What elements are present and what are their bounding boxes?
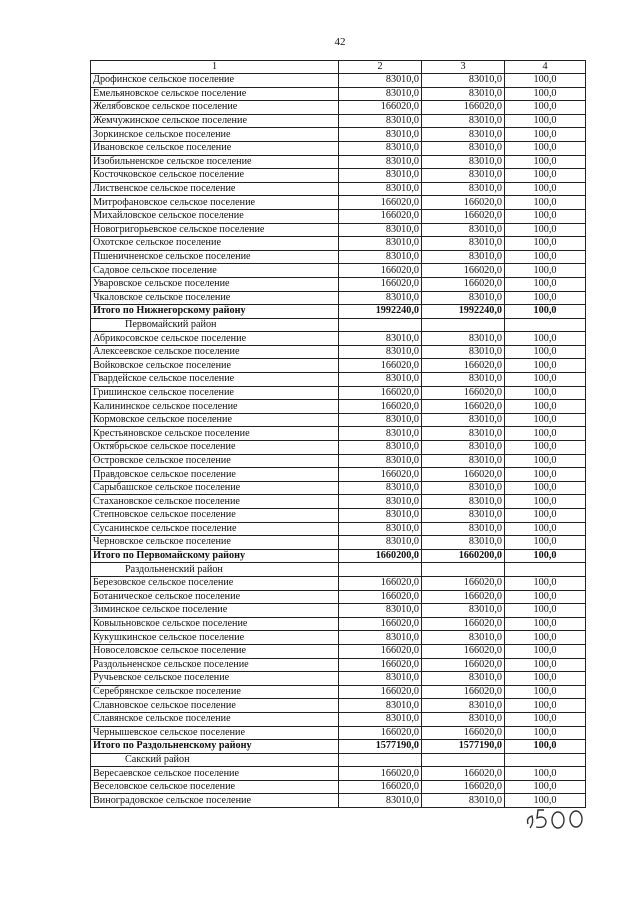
table-row [91, 332, 586, 346]
table-row [91, 767, 586, 781]
settlement-name: Новоселовское сельское поселение [91, 644, 339, 658]
planned-amount: 166020,0 [339, 726, 422, 740]
percent-value: 100,0 [505, 712, 586, 726]
empty-cell [505, 753, 586, 767]
actual-amount: 83010,0 [422, 495, 505, 509]
settlement-name: Правдовское сельское поселение [91, 468, 339, 482]
actual-amount: 83010,0 [422, 169, 505, 183]
planned-amount: 166020,0 [339, 400, 422, 414]
district-name: Сакский район [91, 753, 339, 767]
settlement-name: Желябовское сельское поселение [91, 101, 339, 115]
settlement-name: Ботаническое сельское поселение [91, 590, 339, 604]
planned-amount: 83010,0 [339, 155, 422, 169]
planned-amount: 83010,0 [339, 114, 422, 128]
planned-amount: 83010,0 [339, 169, 422, 183]
percent-value: 100,0 [505, 74, 586, 88]
actual-amount: 166020,0 [422, 101, 505, 115]
table-row [91, 359, 586, 373]
percent-value: 100,0 [505, 576, 586, 590]
page-number: 42 [334, 36, 346, 48]
actual-amount: 83010,0 [422, 604, 505, 618]
allocation-table [90, 60, 586, 808]
percent-value: 100,0 [505, 345, 586, 359]
planned-amount: 166020,0 [339, 209, 422, 223]
planned-amount: 166020,0 [339, 644, 422, 658]
percent-value: 100,0 [505, 454, 586, 468]
percent-value: 100,0 [505, 250, 586, 264]
table-row [91, 74, 586, 88]
percent-value: 100,0 [505, 277, 586, 291]
settlement-name: Кукушкинское сельское поселение [91, 631, 339, 645]
percent-value: 100,0 [505, 509, 586, 523]
settlement-name: Вересаевское сельское поселение [91, 767, 339, 781]
percent-value: 100,0 [505, 196, 586, 210]
actual-amount: 83010,0 [422, 699, 505, 713]
percent-value: 100,0 [505, 155, 586, 169]
percent-value: 100,0 [505, 522, 586, 536]
percent-value: 100,0 [505, 169, 586, 183]
actual-amount: 166020,0 [422, 780, 505, 794]
settlement-name: Охотское сельское поселение [91, 237, 339, 251]
settlement-name: Черновское сельское поселение [91, 536, 339, 550]
actual-amount: 83010,0 [422, 182, 505, 196]
actual-amount: 83010,0 [422, 155, 505, 169]
actual-amount: 166020,0 [422, 617, 505, 631]
total-row [91, 740, 586, 754]
planned-amount: 83010,0 [339, 631, 422, 645]
table-row [91, 209, 586, 223]
planned-amount: 166020,0 [339, 264, 422, 278]
planned-amount: 83010,0 [339, 223, 422, 237]
table-row [91, 658, 586, 672]
table-row [91, 604, 586, 618]
total-row [91, 305, 586, 319]
table-row [91, 699, 586, 713]
table-row [91, 345, 586, 359]
planned-amount: 83010,0 [339, 699, 422, 713]
actual-amount: 166020,0 [422, 196, 505, 210]
actual-amount: 1660200,0 [422, 549, 505, 563]
table-row [91, 223, 586, 237]
settlement-name: Пшеничненское сельское поселение [91, 250, 339, 264]
percent-value: 100,0 [505, 413, 586, 427]
table-row [91, 712, 586, 726]
settlement-name: Итого по Раздольненскому району [91, 740, 339, 754]
table-row [91, 169, 586, 183]
actual-amount: 83010,0 [422, 522, 505, 536]
actual-amount: 166020,0 [422, 590, 505, 604]
district-heading-row [91, 563, 586, 577]
planned-amount: 166020,0 [339, 617, 422, 631]
actual-amount: 83010,0 [422, 509, 505, 523]
percent-value: 100,0 [505, 549, 586, 563]
empty-cell [422, 563, 505, 577]
planned-amount: 83010,0 [339, 604, 422, 618]
actual-amount: 83010,0 [422, 454, 505, 468]
settlement-name: Войковское сельское поселение [91, 359, 339, 373]
actual-amount: 83010,0 [422, 536, 505, 550]
planned-amount: 83010,0 [339, 712, 422, 726]
planned-amount: 83010,0 [339, 454, 422, 468]
actual-amount: 83010,0 [422, 441, 505, 455]
settlement-name: Гришинское сельское поселение [91, 386, 339, 400]
table-row [91, 264, 586, 278]
actual-amount: 166020,0 [422, 209, 505, 223]
actual-amount: 166020,0 [422, 644, 505, 658]
settlement-name: Абрикосовское сельское поселение [91, 332, 339, 346]
table-row [91, 644, 586, 658]
actual-amount: 83010,0 [422, 631, 505, 645]
table-row [91, 386, 586, 400]
district-heading-row [91, 753, 586, 767]
settlement-name: Дрофинское сельское поселение [91, 74, 339, 88]
planned-amount: 166020,0 [339, 658, 422, 672]
planned-amount: 83010,0 [339, 373, 422, 387]
actual-amount: 83010,0 [422, 481, 505, 495]
actual-amount: 83010,0 [422, 250, 505, 264]
planned-amount: 166020,0 [339, 590, 422, 604]
empty-cell [339, 563, 422, 577]
settlement-name: Косточковское сельское поселение [91, 169, 339, 183]
settlement-name: Кормовское сельское поселение [91, 413, 339, 427]
percent-value: 100,0 [505, 427, 586, 441]
actual-amount: 83010,0 [422, 87, 505, 101]
settlement-name: Раздольненское сельское поселение [91, 658, 339, 672]
table-row [91, 509, 586, 523]
planned-amount: 166020,0 [339, 277, 422, 291]
settlement-name: Калининское сельское поселение [91, 400, 339, 414]
actual-amount: 166020,0 [422, 767, 505, 781]
actual-amount: 166020,0 [422, 468, 505, 482]
district-name: Первомайский район [91, 318, 339, 332]
percent-value: 100,0 [505, 794, 586, 808]
planned-amount: 83010,0 [339, 345, 422, 359]
settlement-name: Степновское сельское поселение [91, 509, 339, 523]
planned-amount: 83010,0 [339, 291, 422, 305]
table-header-row [91, 61, 586, 74]
percent-value: 100,0 [505, 87, 586, 101]
table-row [91, 576, 586, 590]
planned-amount: 166020,0 [339, 386, 422, 400]
percent-value: 100,0 [505, 141, 586, 155]
empty-cell [339, 318, 422, 332]
table-row [91, 617, 586, 631]
planned-amount: 83010,0 [339, 237, 422, 251]
table-row [91, 250, 586, 264]
percent-value: 100,0 [505, 386, 586, 400]
settlement-name: Новогригорьевское сельское поселение [91, 223, 339, 237]
settlement-name: Ивановское сельское поселение [91, 141, 339, 155]
actual-amount: 83010,0 [422, 427, 505, 441]
settlement-name: Изобильненское сельское поселение [91, 155, 339, 169]
column-header-1: 1 [91, 61, 339, 74]
actual-amount: 83010,0 [422, 332, 505, 346]
actual-amount: 166020,0 [422, 726, 505, 740]
settlement-name: Сарыбашское сельское поселение [91, 481, 339, 495]
table-row [91, 114, 586, 128]
actual-amount: 83010,0 [422, 223, 505, 237]
actual-amount: 83010,0 [422, 413, 505, 427]
settlement-name: Серебрянское сельское поселение [91, 685, 339, 699]
table-row [91, 373, 586, 387]
actual-amount: 83010,0 [422, 672, 505, 686]
percent-value: 100,0 [505, 495, 586, 509]
percent-value: 100,0 [505, 128, 586, 142]
percent-value: 100,0 [505, 590, 586, 604]
table-row [91, 794, 586, 808]
actual-amount: 166020,0 [422, 386, 505, 400]
planned-amount: 83010,0 [339, 250, 422, 264]
planned-amount: 83010,0 [339, 495, 422, 509]
district-name: Раздольненский район [91, 563, 339, 577]
planned-amount: 83010,0 [339, 794, 422, 808]
handwritten-signature-mark [520, 796, 600, 836]
actual-amount: 1992240,0 [422, 305, 505, 319]
planned-amount: 83010,0 [339, 522, 422, 536]
table-row [91, 631, 586, 645]
actual-amount: 83010,0 [422, 74, 505, 88]
actual-amount: 83010,0 [422, 237, 505, 251]
planned-amount: 83010,0 [339, 141, 422, 155]
table-row [91, 182, 586, 196]
table-row [91, 277, 586, 291]
settlement-name: Веселовское сельское поселение [91, 780, 339, 794]
planned-amount: 83010,0 [339, 427, 422, 441]
settlement-name: Славянское сельское поселение [91, 712, 339, 726]
percent-value: 100,0 [505, 699, 586, 713]
table-row [91, 87, 586, 101]
settlement-name: Ковыльновское сельское поселение [91, 617, 339, 631]
table-body [91, 74, 586, 808]
actual-amount: 166020,0 [422, 400, 505, 414]
planned-amount: 166020,0 [339, 685, 422, 699]
empty-cell [339, 753, 422, 767]
settlement-name: Итого по Первомайскому району [91, 549, 339, 563]
planned-amount: 83010,0 [339, 87, 422, 101]
percent-value: 100,0 [505, 685, 586, 699]
empty-cell [505, 318, 586, 332]
planned-amount: 166020,0 [339, 780, 422, 794]
percent-value: 100,0 [505, 658, 586, 672]
empty-cell [422, 318, 505, 332]
percent-value: 100,0 [505, 400, 586, 414]
settlement-name: Чернышевское сельское поселение [91, 726, 339, 740]
percent-value: 100,0 [505, 726, 586, 740]
column-header-2: 2 [339, 61, 422, 74]
percent-value: 100,0 [505, 536, 586, 550]
table-row [91, 441, 586, 455]
actual-amount: 83010,0 [422, 141, 505, 155]
percent-value: 100,0 [505, 182, 586, 196]
percent-value: 100,0 [505, 223, 586, 237]
actual-amount: 83010,0 [422, 291, 505, 305]
settlement-name: Ручьевское сельское поселение [91, 672, 339, 686]
actual-amount: 1577190,0 [422, 740, 505, 754]
table-row [91, 413, 586, 427]
percent-value: 100,0 [505, 644, 586, 658]
planned-amount: 83010,0 [339, 332, 422, 346]
planned-amount: 83010,0 [339, 413, 422, 427]
planned-amount: 166020,0 [339, 576, 422, 590]
table-row [91, 590, 586, 604]
actual-amount: 166020,0 [422, 658, 505, 672]
percent-value: 100,0 [505, 631, 586, 645]
actual-amount: 83010,0 [422, 712, 505, 726]
settlement-name: Итого по Нижнегорскому району [91, 305, 339, 319]
actual-amount: 83010,0 [422, 794, 505, 808]
percent-value: 100,0 [505, 672, 586, 686]
planned-amount: 83010,0 [339, 74, 422, 88]
planned-amount: 166020,0 [339, 196, 422, 210]
table-row [91, 536, 586, 550]
settlement-name: Жемчужинское сельское поселение [91, 114, 339, 128]
settlement-name: Гвардейское сельское поселение [91, 373, 339, 387]
actual-amount: 166020,0 [422, 264, 505, 278]
table-row [91, 468, 586, 482]
table-row [91, 141, 586, 155]
table-row [91, 481, 586, 495]
percent-value: 100,0 [505, 101, 586, 115]
percent-value: 100,0 [505, 209, 586, 223]
settlement-name: Зоркинское сельское поселение [91, 128, 339, 142]
planned-amount: 166020,0 [339, 468, 422, 482]
actual-amount: 166020,0 [422, 576, 505, 590]
settlement-name: Митрофановское сельское поселение [91, 196, 339, 210]
settlement-name: Березовское сельское поселение [91, 576, 339, 590]
settlement-name: Стахановское сельское поселение [91, 495, 339, 509]
settlement-name: Емельяновское сельское поселение [91, 87, 339, 101]
percent-value: 100,0 [505, 617, 586, 631]
actual-amount: 166020,0 [422, 359, 505, 373]
percent-value: 100,0 [505, 305, 586, 319]
empty-cell [422, 753, 505, 767]
table-row [91, 237, 586, 251]
percent-value: 100,0 [505, 291, 586, 305]
settlement-name: Михайловское сельское поселение [91, 209, 339, 223]
settlement-name: Уваровское сельское поселение [91, 277, 339, 291]
percent-value: 100,0 [505, 767, 586, 781]
planned-amount: 166020,0 [339, 767, 422, 781]
percent-value: 100,0 [505, 481, 586, 495]
settlement-name: Алексеевское сельское поселение [91, 345, 339, 359]
percent-value: 100,0 [505, 359, 586, 373]
settlement-name: Садовое сельское поселение [91, 264, 339, 278]
percent-value: 100,0 [505, 740, 586, 754]
percent-value: 100,0 [505, 604, 586, 618]
planned-amount: 83010,0 [339, 481, 422, 495]
settlement-name: Зиминское сельское поселение [91, 604, 339, 618]
planned-amount: 166020,0 [339, 359, 422, 373]
actual-amount: 83010,0 [422, 114, 505, 128]
planned-amount: 83010,0 [339, 128, 422, 142]
percent-value: 100,0 [505, 468, 586, 482]
planned-amount: 166020,0 [339, 101, 422, 115]
total-row [91, 549, 586, 563]
percent-value: 100,0 [505, 264, 586, 278]
planned-amount: 1660200,0 [339, 549, 422, 563]
table-row [91, 454, 586, 468]
settlement-name: Славновское сельское поселение [91, 699, 339, 713]
settlement-name: Виноградовское сельское поселение [91, 794, 339, 808]
percent-value: 100,0 [505, 441, 586, 455]
settlement-name: Лиственское сельское поселение [91, 182, 339, 196]
settlement-name: Островское сельское поселение [91, 454, 339, 468]
settlement-name: Октябрьское сельское поселение [91, 441, 339, 455]
percent-value: 100,0 [505, 237, 586, 251]
planned-amount: 83010,0 [339, 536, 422, 550]
table-row [91, 427, 586, 441]
table-row [91, 685, 586, 699]
table-row [91, 400, 586, 414]
table-row [91, 495, 586, 509]
percent-value: 100,0 [505, 114, 586, 128]
planned-amount: 1992240,0 [339, 305, 422, 319]
table-row [91, 672, 586, 686]
planned-amount: 83010,0 [339, 509, 422, 523]
district-heading-row [91, 318, 586, 332]
settlement-name: Чкаловское сельское поселение [91, 291, 339, 305]
actual-amount: 83010,0 [422, 373, 505, 387]
planned-amount: 83010,0 [339, 182, 422, 196]
planned-amount: 1577190,0 [339, 740, 422, 754]
table-row [91, 155, 586, 169]
actual-amount: 83010,0 [422, 128, 505, 142]
table-row [91, 101, 586, 115]
table-row [91, 291, 586, 305]
percent-value: 100,0 [505, 373, 586, 387]
table-row [91, 196, 586, 210]
table-row [91, 780, 586, 794]
percent-value: 100,0 [505, 780, 586, 794]
actual-amount: 83010,0 [422, 345, 505, 359]
actual-amount: 166020,0 [422, 685, 505, 699]
settlement-name: Крестьяновское сельское поселение [91, 427, 339, 441]
column-header-3: 3 [422, 61, 505, 74]
table-row [91, 128, 586, 142]
settlement-name: Сусанинское сельское поселение [91, 522, 339, 536]
planned-amount: 83010,0 [339, 672, 422, 686]
empty-cell [505, 563, 586, 577]
actual-amount: 166020,0 [422, 277, 505, 291]
column-header-4: 4 [505, 61, 586, 74]
planned-amount: 83010,0 [339, 441, 422, 455]
percent-value: 100,0 [505, 332, 586, 346]
table-row [91, 726, 586, 740]
table-row [91, 522, 586, 536]
